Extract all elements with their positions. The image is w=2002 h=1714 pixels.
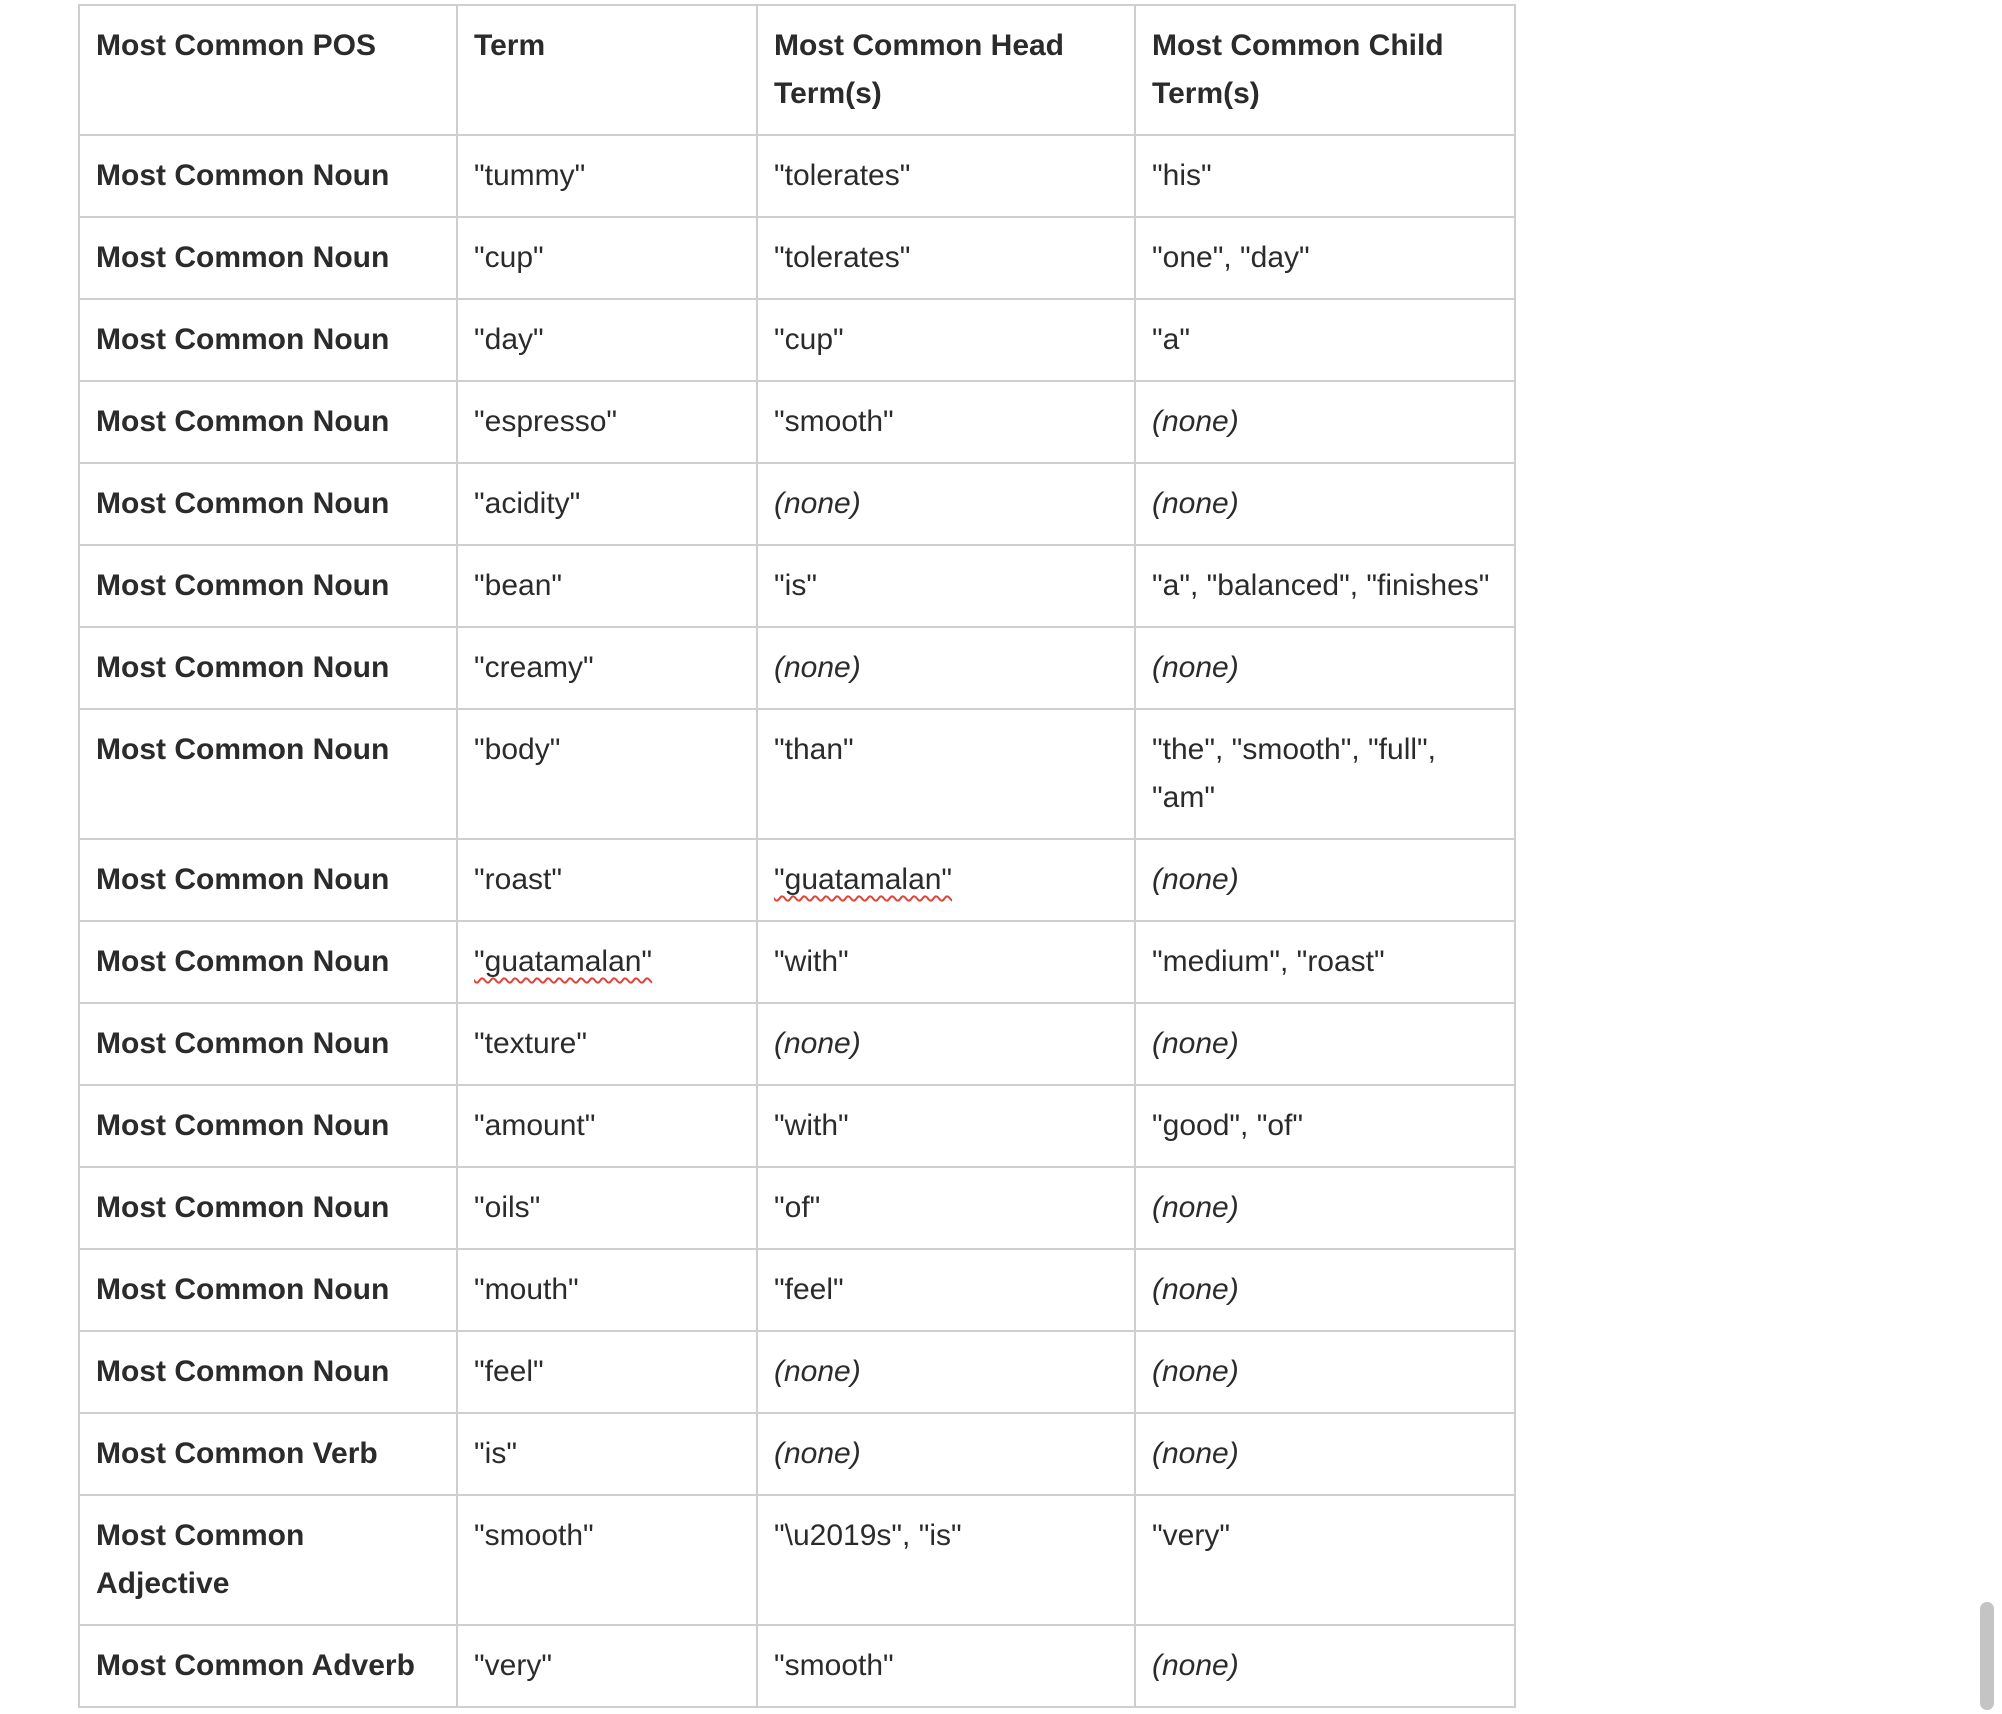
head-term-cell: [757, 627, 1135, 709]
child-term-cell-text: (none): [1152, 1649, 1239, 1682]
head-term-cell-text: "smooth": [774, 1649, 894, 1682]
term-cell-text: "espresso": [474, 405, 618, 438]
head-term-cell-text: "\u2019s", "is": [774, 1519, 962, 1552]
child-term-cell: [1135, 381, 1515, 463]
child-term-cell-text: (none): [1152, 1355, 1239, 1388]
child-term-cell: [1135, 463, 1515, 545]
child-term-cell-text: "medium", "roast": [1152, 945, 1385, 978]
pos-cell-text: Most Common Adjective: [96, 1519, 305, 1600]
table-row: [79, 1167, 1515, 1249]
child-term-cell: [1135, 1625, 1515, 1707]
head-term-cell: [757, 1085, 1135, 1167]
pos-cell: [79, 1625, 457, 1707]
pos-cell-text: Most Common Noun: [96, 945, 390, 978]
pos-cell: [79, 463, 457, 545]
table-row: [79, 463, 1515, 545]
term-cell-text: "guatamalan": [474, 945, 653, 978]
table-row: [79, 299, 1515, 381]
head-term-cell-text: "tolerates": [774, 159, 911, 192]
head-term-cell-text: (none): [774, 487, 861, 520]
term-cell-text: "oils": [474, 1191, 541, 1224]
table-row: [79, 1331, 1515, 1413]
head-term-cell: [757, 299, 1135, 381]
pos-cell: [79, 545, 457, 627]
head-term-cell-text: (none): [774, 1437, 861, 1470]
term-cell-text: "amount": [474, 1109, 596, 1142]
term-cell: [457, 217, 757, 299]
child-term-cell-text: (none): [1152, 863, 1239, 896]
table-row: [79, 217, 1515, 299]
term-cell-text: "acidity": [474, 487, 581, 520]
child-term-cell: [1135, 1413, 1515, 1495]
pos-cell: [79, 217, 457, 299]
head-term-cell: [757, 1495, 1135, 1625]
term-cell: [457, 381, 757, 463]
head-term-cell-text: (none): [774, 1027, 861, 1060]
head-term-cell-text: (none): [774, 651, 861, 684]
head-term-cell: [757, 381, 1135, 463]
pos-cell-text: Most Common Verb: [96, 1437, 378, 1470]
term-cell-text: "cup": [474, 241, 544, 274]
term-cell: [457, 1625, 757, 1707]
head-term-cell: [757, 709, 1135, 839]
child-term-cell-text: "the", "smooth", "full", "am": [1152, 733, 1437, 814]
head-term-cell-text: "feel": [774, 1273, 844, 1306]
term-cell: [457, 545, 757, 627]
term-cell-text: "feel": [474, 1355, 544, 1388]
head-term-cell: [757, 545, 1135, 627]
head-term-cell-text: (none): [774, 1355, 861, 1388]
head-term-cell: [757, 1003, 1135, 1085]
child-term-cell: [1135, 709, 1515, 839]
pos-cell-text: Most Common Noun: [96, 651, 390, 684]
pos-cell: [79, 839, 457, 921]
table-row: [79, 545, 1515, 627]
term-cell-text: "body": [474, 733, 561, 766]
pos-table: [78, 4, 1516, 1708]
child-term-cell: [1135, 217, 1515, 299]
term-cell: [457, 1413, 757, 1495]
child-term-cell: [1135, 545, 1515, 627]
term-cell-text: "texture": [474, 1027, 588, 1060]
term-cell: [457, 1167, 757, 1249]
term-cell: [457, 1331, 757, 1413]
vertical-scrollbar-thumb[interactable]: [1980, 1602, 1994, 1710]
header-child-terms: Most Common Child Term(s): [1135, 5, 1515, 135]
term-cell-text: "mouth": [474, 1273, 579, 1306]
child-term-cell: [1135, 135, 1515, 217]
header-most-common-pos: Most Common POS: [79, 5, 457, 135]
head-term-cell-text: "with": [774, 1109, 849, 1142]
head-term-cell: [757, 217, 1135, 299]
table-header-row: [79, 5, 1515, 135]
table-row: [79, 921, 1515, 1003]
child-term-cell: [1135, 1167, 1515, 1249]
pos-cell: [79, 1003, 457, 1085]
pos-cell-text: Most Common Noun: [96, 733, 390, 766]
head-term-cell-text: "smooth": [774, 405, 894, 438]
child-term-cell: [1135, 839, 1515, 921]
child-term-cell-text: (none): [1152, 1273, 1239, 1306]
pos-cell: [79, 1085, 457, 1167]
term-cell-text: "smooth": [474, 1519, 594, 1552]
head-term-cell-text: "cup": [774, 323, 844, 356]
term-cell-text: "day": [474, 323, 544, 356]
header-head-terms: Most Common Head Term(s): [757, 5, 1135, 135]
child-term-cell: [1135, 299, 1515, 381]
head-term-cell: [757, 1413, 1135, 1495]
pos-cell: [79, 1495, 457, 1625]
pos-cell-text: Most Common Noun: [96, 487, 390, 520]
pos-cell: [79, 627, 457, 709]
head-term-cell: [757, 921, 1135, 1003]
pos-cell: [79, 135, 457, 217]
pos-cell-text: Most Common Noun: [96, 1191, 390, 1224]
child-term-cell-text: (none): [1152, 651, 1239, 684]
pos-cell-text: Most Common Adverb: [96, 1649, 415, 1682]
term-cell-text: "is": [474, 1437, 517, 1470]
child-term-cell-text: (none): [1152, 1191, 1239, 1224]
pos-cell: [79, 1331, 457, 1413]
pos-cell: [79, 381, 457, 463]
table-row: [79, 381, 1515, 463]
pos-cell: [79, 299, 457, 381]
pos-cell: [79, 1413, 457, 1495]
pos-cell-text: Most Common Noun: [96, 1355, 390, 1388]
head-term-cell-text: "tolerates": [774, 241, 911, 274]
pos-cell-text: Most Common Noun: [96, 863, 390, 896]
pos-cell: [79, 1167, 457, 1249]
pos-cell-text: Most Common Noun: [96, 1109, 390, 1142]
pos-cell: [79, 921, 457, 1003]
child-term-cell: [1135, 1085, 1515, 1167]
head-term-cell-text: "is": [774, 569, 817, 602]
child-term-cell-text: "a", "balanced", "finishes": [1152, 569, 1490, 602]
head-term-cell-text: "than": [774, 733, 854, 766]
child-term-cell-text: (none): [1152, 487, 1239, 520]
child-term-cell: [1135, 921, 1515, 1003]
table-row: [79, 1085, 1515, 1167]
child-term-cell-text: "good", "of": [1152, 1109, 1304, 1142]
pos-cell-text: Most Common Noun: [96, 1273, 390, 1306]
head-term-cell: [757, 839, 1135, 921]
table-row: [79, 1495, 1515, 1625]
head-term-cell: [757, 1167, 1135, 1249]
head-term-cell: [757, 1331, 1135, 1413]
child-term-cell: [1135, 1003, 1515, 1085]
term-cell: [457, 839, 757, 921]
head-term-cell-text: "with": [774, 945, 849, 978]
term-cell-text: "tummy": [474, 159, 586, 192]
term-cell-text: "bean": [474, 569, 563, 602]
pos-cell-text: Most Common Noun: [96, 241, 390, 274]
head-term-cell: [757, 1249, 1135, 1331]
child-term-cell-text: "a": [1152, 323, 1190, 356]
term-cell: [457, 1495, 757, 1625]
pos-cell-text: Most Common Noun: [96, 323, 390, 356]
child-term-cell: [1135, 1495, 1515, 1625]
term-cell-text: "very": [474, 1649, 552, 1682]
term-cell: [457, 1085, 757, 1167]
pos-cell-text: Most Common Noun: [96, 1027, 390, 1060]
head-term-cell-text: "guatamalan": [774, 863, 953, 896]
child-term-cell-text: "one", "day": [1152, 241, 1310, 274]
table-row: [79, 1249, 1515, 1331]
term-cell: [457, 1249, 757, 1331]
term-cell-text: "roast": [474, 863, 562, 896]
head-term-cell: [757, 135, 1135, 217]
head-term-cell-text: "of": [774, 1191, 821, 1224]
child-term-cell-text: "very": [1152, 1519, 1230, 1552]
child-term-cell: [1135, 627, 1515, 709]
term-cell: [457, 921, 757, 1003]
term-cell-text: "creamy": [474, 651, 594, 684]
child-term-cell: [1135, 1249, 1515, 1331]
term-cell: [457, 135, 757, 217]
term-cell: [457, 1003, 757, 1085]
term-cell: [457, 463, 757, 545]
pos-cell: [79, 1249, 457, 1331]
term-cell: [457, 627, 757, 709]
head-term-cell: [757, 463, 1135, 545]
child-term-cell-text: "his": [1152, 159, 1212, 192]
table-row: [79, 1625, 1515, 1707]
term-cell: [457, 299, 757, 381]
child-term-cell-text: (none): [1152, 1437, 1239, 1470]
table-row: [79, 627, 1515, 709]
table-row: [79, 839, 1515, 921]
table-row: [79, 1003, 1515, 1085]
child-term-cell: [1135, 1331, 1515, 1413]
pos-cell-text: Most Common Noun: [96, 569, 390, 602]
child-term-cell-text: (none): [1152, 1027, 1239, 1060]
pos-cell: [79, 709, 457, 839]
term-cell: [457, 709, 757, 839]
pos-table-container: [78, 4, 1514, 1708]
child-term-cell-text: (none): [1152, 405, 1239, 438]
header-term: Term: [457, 5, 757, 135]
pos-cell-text: Most Common Noun: [96, 405, 390, 438]
table-row: [79, 135, 1515, 217]
table-row: [79, 709, 1515, 839]
head-term-cell: [757, 1625, 1135, 1707]
pos-cell-text: Most Common Noun: [96, 159, 390, 192]
table-row: [79, 1413, 1515, 1495]
table-body: [79, 135, 1515, 1707]
